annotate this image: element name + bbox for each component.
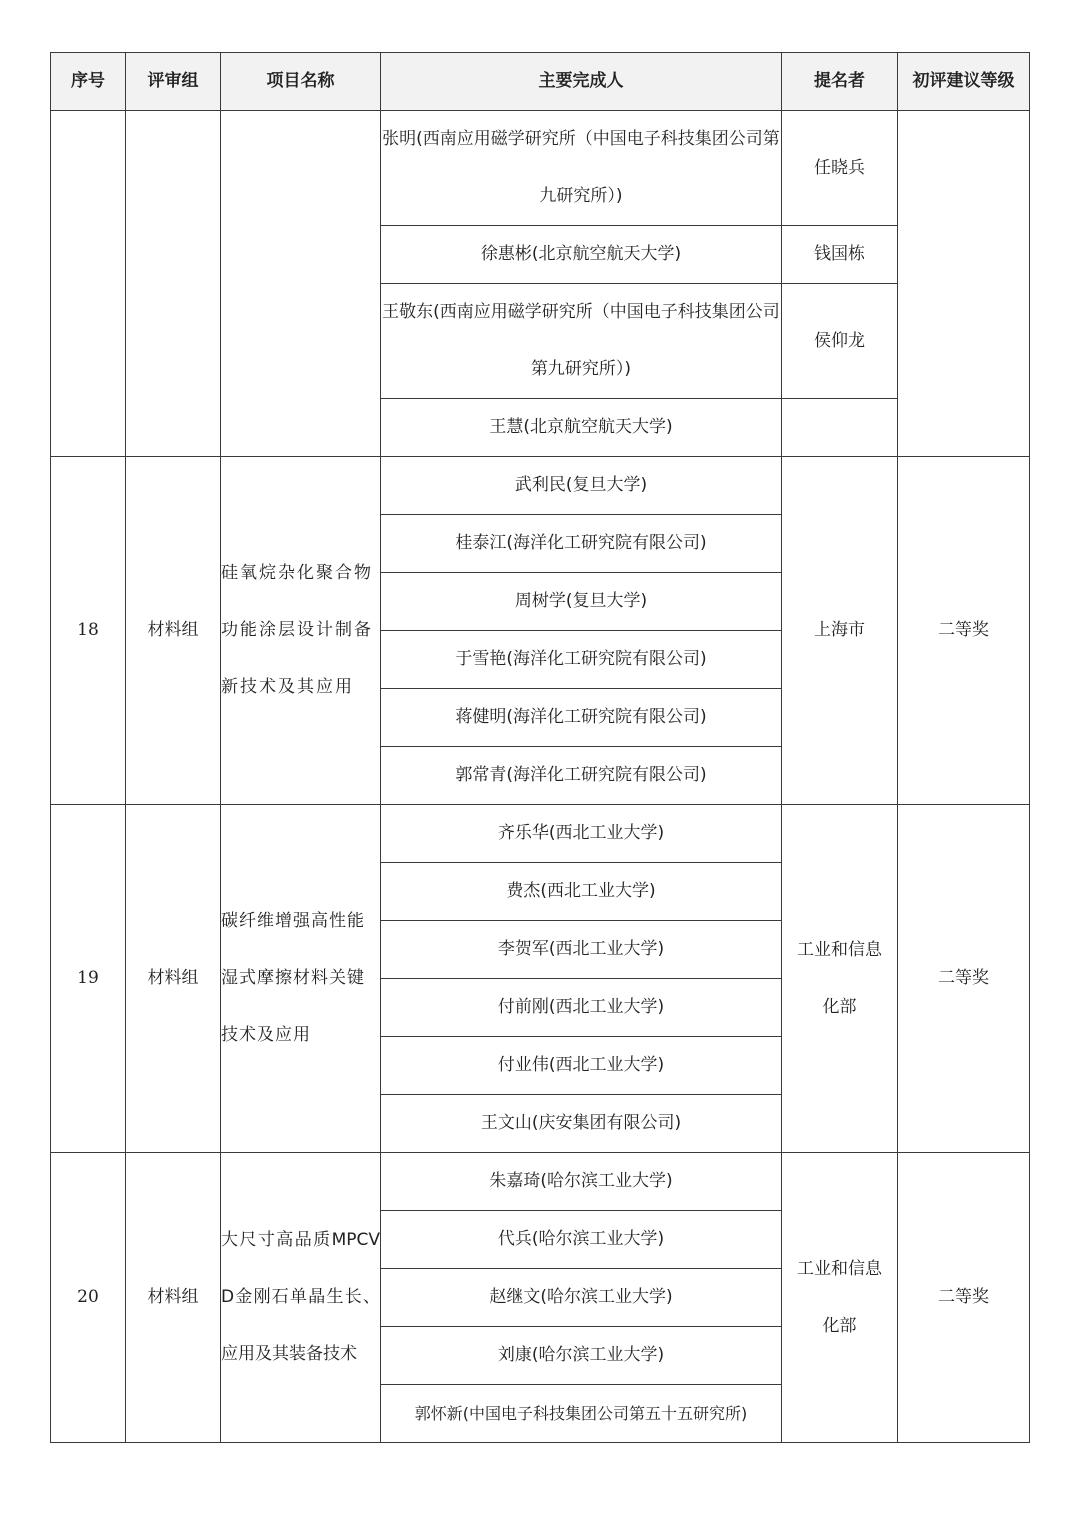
nominator-cell: 工业和信息化部	[782, 805, 898, 1153]
completer-cell: 王文山(庆安集团有限公司)	[381, 1095, 782, 1153]
header-seq: 序号	[51, 53, 126, 111]
completer-cell: 赵继文(哈尔滨工业大学)	[381, 1269, 782, 1327]
completer-cell: 周树学(复旦大学)	[381, 573, 782, 631]
completer-cell: 郭怀新(中国电子科技集团公司第五十五研究所)	[381, 1385, 782, 1443]
seq-cell: 20	[51, 1153, 126, 1443]
header-completers: 主要完成人	[381, 53, 782, 111]
table-row	[51, 457, 1030, 515]
nominator-cell: 钱国栋	[782, 226, 898, 284]
grade-cell	[898, 111, 1030, 457]
completer-cell: 于雪艳(海洋化工研究院有限公司)	[381, 631, 782, 689]
nominator-cell	[782, 399, 898, 457]
project-cell: 碳纤维增强高性能湿式摩擦材料关键技术及应用	[221, 805, 381, 1153]
header-group: 评审组	[126, 53, 221, 111]
nominator-cell: 任晓兵	[782, 111, 898, 226]
seq-cell	[51, 111, 126, 457]
award-table	[50, 52, 1030, 1443]
nominator-cell: 工业和信息化部	[782, 1153, 898, 1443]
completer-cell: 费杰(西北工业大学)	[381, 863, 782, 921]
header-project: 项目名称	[221, 53, 381, 111]
completer-cell: 付前刚(西北工业大学)	[381, 979, 782, 1037]
completer-cell: 张明(西南应用磁学研究所（中国电子科技集团公司第九研究所）)	[381, 111, 782, 226]
project-cell: 硅氧烷杂化聚合物功能涂层设计制备新技术及其应用	[221, 457, 381, 805]
group-cell	[126, 111, 221, 457]
table-row	[51, 1153, 1030, 1211]
completer-cell: 李贺军(西北工业大学)	[381, 921, 782, 979]
seq-cell: 19	[51, 805, 126, 1153]
header-nominator: 提名者	[782, 53, 898, 111]
completer-cell: 代兵(哈尔滨工业大学)	[381, 1211, 782, 1269]
group-cell: 材料组	[126, 805, 221, 1153]
completer-cell: 桂泰江(海洋化工研究院有限公司)	[381, 515, 782, 573]
nominator-cell: 上海市	[782, 457, 898, 805]
completer-cell: 蒋健明(海洋化工研究院有限公司)	[381, 689, 782, 747]
seq-cell: 18	[51, 457, 126, 805]
completer-cell: 刘康(哈尔滨工业大学)	[381, 1327, 782, 1385]
header-grade: 初评建议等级	[898, 53, 1030, 111]
project-cell	[221, 111, 381, 457]
completer-cell: 朱嘉琦(哈尔滨工业大学)	[381, 1153, 782, 1211]
table-header-row	[51, 53, 1030, 111]
completer-cell: 武利民(复旦大学)	[381, 457, 782, 515]
completer-cell: 齐乐华(西北工业大学)	[381, 805, 782, 863]
project-cell: 大尺寸高品质MPCVD金刚石单晶生长、应用及其装备技术	[221, 1153, 381, 1443]
completer-cell: 王敬东(西南应用磁学研究所（中国电子科技集团公司第九研究所）)	[381, 284, 782, 399]
grade-cell: 二等奖	[898, 805, 1030, 1153]
table-row	[51, 111, 1030, 226]
group-cell: 材料组	[126, 1153, 221, 1443]
completer-cell: 郭常青(海洋化工研究院有限公司)	[381, 747, 782, 805]
group-cell: 材料组	[126, 457, 221, 805]
completer-cell: 付业伟(西北工业大学)	[381, 1037, 782, 1095]
completer-cell: 王慧(北京航空航天大学)	[381, 399, 782, 457]
completer-cell: 徐惠彬(北京航空航天大学)	[381, 226, 782, 284]
nominator-cell: 侯仰龙	[782, 284, 898, 399]
table-row	[51, 805, 1030, 863]
grade-cell: 二等奖	[898, 457, 1030, 805]
grade-cell: 二等奖	[898, 1153, 1030, 1443]
